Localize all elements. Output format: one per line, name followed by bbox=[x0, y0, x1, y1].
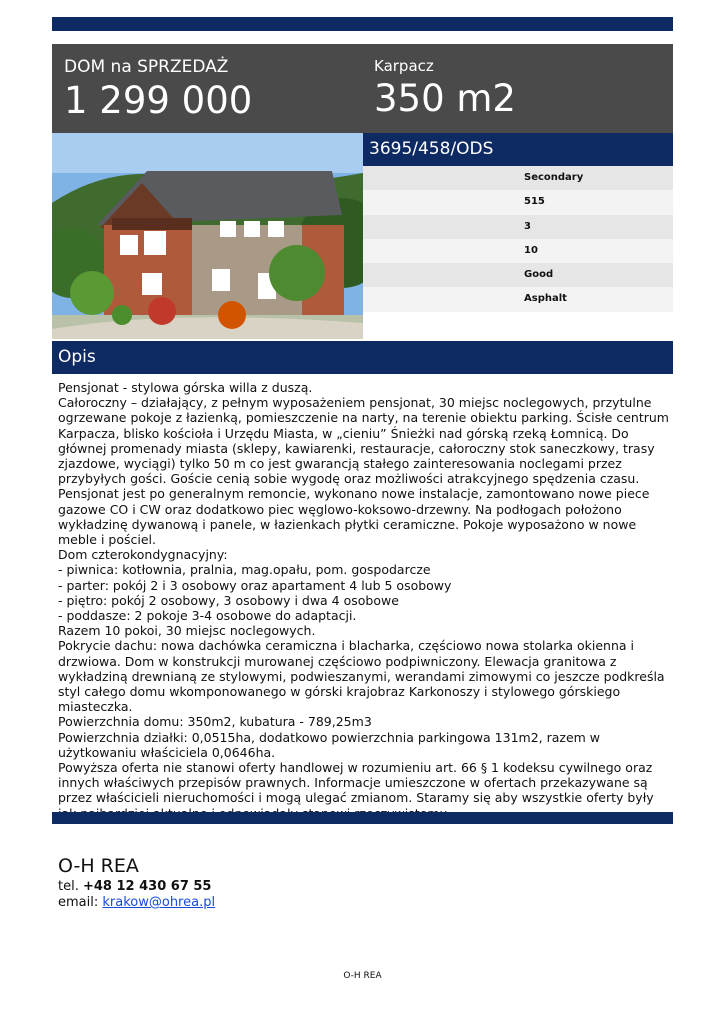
listing-city: Karpacz bbox=[374, 57, 434, 75]
phone-label: tel. bbox=[58, 879, 79, 894]
header-left bbox=[64, 56, 252, 122]
listing-reference: 3695/458/ODS bbox=[363, 133, 673, 166]
bottom-accent-bar bbox=[52, 812, 673, 824]
spec-row: Secondary bbox=[363, 166, 673, 190]
email-label: email: bbox=[58, 895, 99, 910]
listing-header bbox=[52, 44, 673, 133]
spec-row: 515 bbox=[363, 190, 673, 214]
spec-row: Asphalt bbox=[363, 287, 673, 311]
spec-row: Good bbox=[363, 263, 673, 287]
specs-table bbox=[363, 166, 673, 312]
spec-row: 3 bbox=[363, 215, 673, 239]
listing-area: 350 m2 bbox=[374, 77, 516, 120]
email-line bbox=[58, 894, 215, 911]
listing-price: 1 299 000 bbox=[64, 79, 253, 122]
listing-type: DOM na SPRZEDAŻ bbox=[64, 57, 229, 77]
phone-number: +48 12 430 67 55 bbox=[82, 879, 212, 894]
email-link[interactable]: krakow@ohrea.pl bbox=[102, 895, 216, 910]
property-photo bbox=[52, 133, 363, 339]
spec-row: 10 bbox=[363, 239, 673, 263]
house-illustration bbox=[52, 133, 363, 339]
agency-name: O-H REA bbox=[58, 855, 139, 877]
phone-line bbox=[58, 878, 211, 895]
top-accent-bar bbox=[52, 17, 673, 31]
header-right bbox=[374, 56, 516, 120]
description-text: Pensjonat - stylowa górska willa z duszą. Całoroczny – działający, z pełnym wyposażeniem pensjonat, 30 miejsc noclegowych, przytulne ogrzewane pokoje z łazienką, pomieszczenie na narty, na terenie obiektu parking. Ścisłe centrum Karpacza, blisko kościoła i Urzędu Miasta, w „cieniu” Śnieżki nad górską rzeką Łomnicą. Do głównej promenady miasta (sklepy, kawiarenki, restauracje, całoroczny stok saneczkowy, trasy zjazdowe, wyciągi) tylko 50 m co jest gwarancją stałego zainteresowania noclegami przez przybyłych gości. Goście cenią sobie wygodę oraz możliwości atrakcyjnego spędzenia czasu. Pensjonat jest po generalnym remoncie, wykonano nowe instalacje, zamontowano nowe piece gazowe CO i CW oraz dodatkowo piec węglowo-koksowo-drzewny. Na podłogach położono wykładzinę dywanową i panele, w łazienkach płytki ceramiczne. Pokoje wyposażono w nowe meble i pościel. Dom czterokondygnacyjny: - piwnica: kotłownia, pralnia, mag.opału, pom. gospodarcze - parter: pokój 2 i 3 osobowy oraz apartament 4 lub 5 osobowy - piętro: pokój 2 osobowy, 3 osobowy i dwa 4 osobowe - poddasze: 2 pokoje 3-4 osobowe do adaptacji. Razem 10 pokoi, 30 miejsc noclegowych. Pokrycie dachu: nowa dachówka ceramiczna i blacharka, częściowo nowa stolarka okienna i drzwiowa. Dom w konstrukcji murowanej częściowo podpiwniczony. Elewacja granitowa z wykładziną drewnianą ze stylowymi, podwieszanymi, werandami zimowymi co jeszcze podkreśla styl całego domu wkomponowanego w górski krajobraz Karkonoszy i stylowego górskiego miasteczka. Powierzchnia domu: 350m2, kubatura - 789,25m3 Powierzchnia działki: 0,0515ha, dodatkowo powierzchnia parkingowa 131m2, razem w użytkowaniu właściciela 0,0646ha. Powyższa oferta nie stanowi oferty handlowej w rozumieniu art. 66 § 1 kodeksu cywilnego oraz innych właściwych przepisów prawnych. Informacje umieszczone w ofertach przekazywane są przez właścicieli nieruchomości i mogą ulegać zmianom. Staramy się aby wszystkie oferty były bbox=[58, 380, 669, 806]
footer-text: O-H REA bbox=[343, 971, 382, 981]
description-heading: Opis bbox=[52, 341, 673, 374]
